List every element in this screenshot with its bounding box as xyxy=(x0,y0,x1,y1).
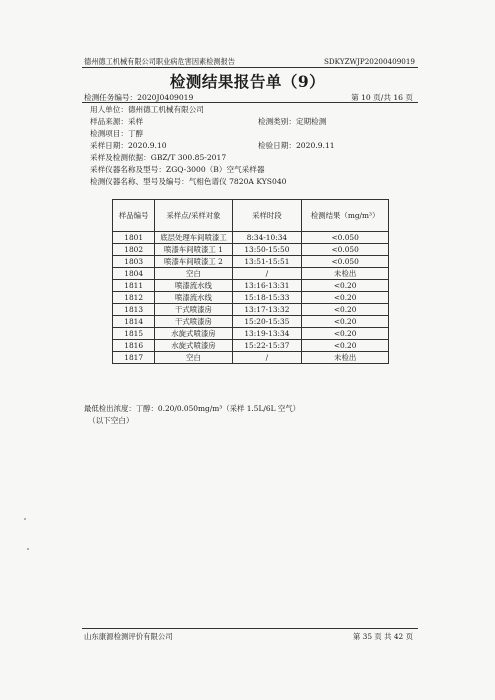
detect-category-field: 检测类别：定期检测 xyxy=(258,117,327,126)
cell-time: 15:18-15:33 xyxy=(232,292,302,304)
test-date-field: 检验日期：2020.9.11 xyxy=(258,141,335,150)
cell-no: 1803 xyxy=(113,256,155,268)
cell-no: 1804 xyxy=(113,268,155,280)
cell-loc: 水旋式喷漆房 xyxy=(155,340,232,352)
cell-result: 未检出 xyxy=(302,352,389,364)
cell-time: 13:19-13:34 xyxy=(232,328,302,340)
cell-loc: 空白 xyxy=(155,268,232,280)
cell-result: <0.050 xyxy=(302,244,389,256)
table-row xyxy=(113,352,389,364)
cell-result: <0.050 xyxy=(302,232,389,244)
cell-result: <0.20 xyxy=(302,304,389,316)
cell-time: 13:51-15:51 xyxy=(232,256,302,268)
detect-item-field: 检测项目：丁醇 xyxy=(90,129,144,138)
cell-result: 未检出 xyxy=(302,268,389,280)
blank-below-note: （以下空白） xyxy=(88,416,134,425)
task-divider xyxy=(82,102,418,103)
table-row xyxy=(113,256,389,268)
cell-result: <0.20 xyxy=(302,292,389,304)
cell-loc: 喷漆流水线 xyxy=(155,292,232,304)
cell-no: 1815 xyxy=(113,328,155,340)
detection-limit-note: 最低检出浓度：丁醇：0.20/0.050mg/m³（采样 1.5L/6L 空气） xyxy=(84,404,301,413)
cell-loc: 干式喷漆房 xyxy=(155,304,232,316)
col-result: 检测结果（mg/m³） xyxy=(302,200,389,232)
scan-speck xyxy=(24,518,26,520)
scan-speck xyxy=(27,548,29,550)
sample-date-field: 采样日期：2020.9.10 xyxy=(90,141,167,150)
cell-result: <0.20 xyxy=(302,280,389,292)
cell-result: <0.20 xyxy=(302,316,389,328)
cell-time: 13:50-15:50 xyxy=(232,244,302,256)
table-row xyxy=(113,328,389,340)
cell-time: 8:34-10:34 xyxy=(232,232,302,244)
cell-loc: 空白 xyxy=(155,352,232,364)
task-number: 检测任务编号：2020J0409019 xyxy=(84,93,194,102)
cell-loc: 干式喷漆房 xyxy=(155,316,232,328)
cell-no: 1813 xyxy=(113,304,155,316)
cell-loc: 喷漆流水线 xyxy=(155,280,232,292)
cell-no: 1814 xyxy=(113,316,155,328)
cell-time: 15:20-15:35 xyxy=(232,316,302,328)
table-row xyxy=(113,268,389,280)
cell-time: / xyxy=(232,352,302,364)
report-title: 检测结果报告单（9） xyxy=(169,72,326,91)
cell-loc: 喷漆车间喷漆工 2 xyxy=(155,256,232,268)
col-sample-no: 样品编号 xyxy=(113,200,155,232)
cell-result: <0.20 xyxy=(302,328,389,340)
results-table xyxy=(112,199,389,364)
cell-loc: 底层处理车间喷漆工 xyxy=(155,232,232,244)
cell-time: 13:16-13:31 xyxy=(232,280,302,292)
table-row xyxy=(113,316,389,328)
footer-org: 山东康源检测评价有限公司 xyxy=(84,632,173,641)
cell-time: 15:22-15:37 xyxy=(232,340,302,352)
instrument-field: 检测仪器名称、型号及编号：气相色谱仪 7820A KYS040 xyxy=(90,177,287,186)
sample-source-field: 样品来源：采样 xyxy=(90,117,144,126)
sampler-field: 采样仪器名称及型号：ZGQ-3000（B）空气采样器 xyxy=(90,165,265,174)
cell-loc: 水旋式喷漆房 xyxy=(155,328,232,340)
cell-result: <0.050 xyxy=(302,256,389,268)
cell-result: <0.20 xyxy=(302,340,389,352)
employer-field: 用人单位：德州德工机械有限公司 xyxy=(90,105,204,114)
footer-divider xyxy=(82,628,418,629)
page-indicator: 第 10 页/共 16 页 xyxy=(351,93,413,102)
table-row xyxy=(113,340,389,352)
table-row xyxy=(113,244,389,256)
footer-page: 第 35 页 共 42 页 xyxy=(352,632,413,641)
cell-no: 1816 xyxy=(113,340,155,352)
cell-no: 1817 xyxy=(113,352,155,364)
cell-no: 1802 xyxy=(113,244,155,256)
table-header-row xyxy=(113,200,389,232)
col-location: 采样点/采样对象 xyxy=(155,200,232,232)
table-row xyxy=(113,292,389,304)
table-row xyxy=(113,280,389,292)
cell-no: 1801 xyxy=(113,232,155,244)
cell-no: 1811 xyxy=(113,280,155,292)
cell-no: 1812 xyxy=(113,292,155,304)
col-period: 采样时段 xyxy=(232,200,302,232)
table-row xyxy=(113,304,389,316)
header-doc-code: SDKYZWJP20200409019 xyxy=(323,57,415,66)
cell-loc: 喷漆车间喷漆工 1 xyxy=(155,244,232,256)
header-company-report: 德州德工机械有限公司职业病危害因素检测报告 xyxy=(84,57,235,66)
cell-time: / xyxy=(232,268,302,280)
cell-time: 13:17-13:32 xyxy=(232,304,302,316)
header-divider xyxy=(82,67,418,68)
basis-field: 采样及检测依据：GBZ/T 300.85-2017 xyxy=(90,153,227,162)
table-row xyxy=(113,232,389,244)
